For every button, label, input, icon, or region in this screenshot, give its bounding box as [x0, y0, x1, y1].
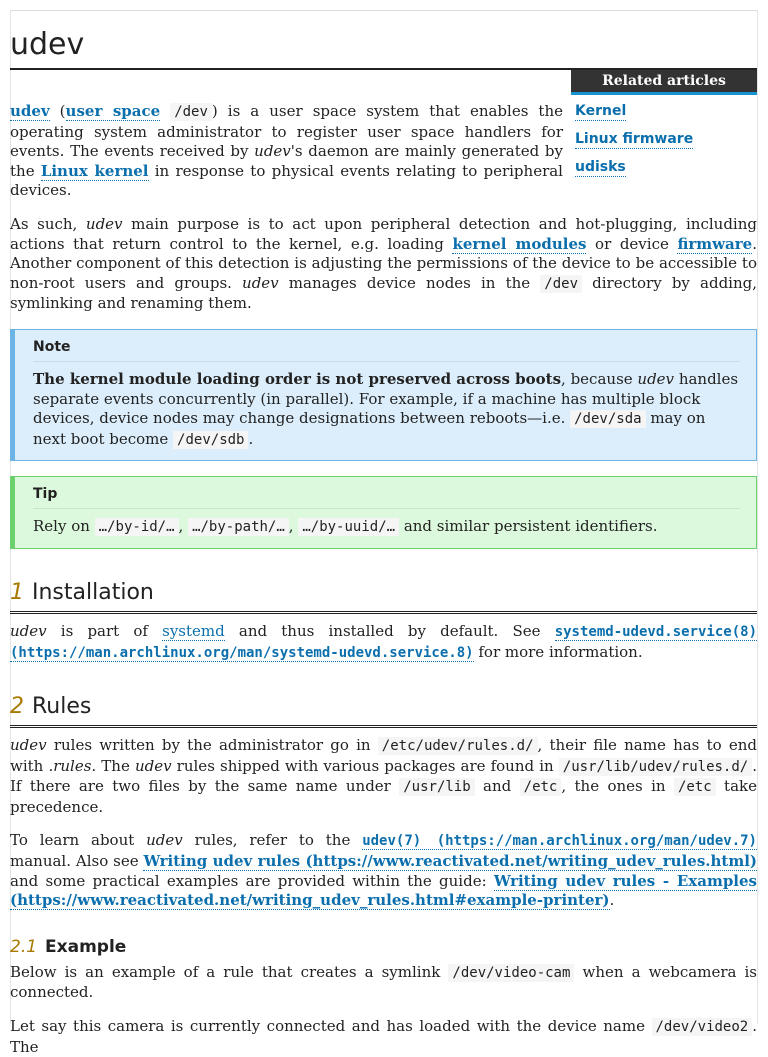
text: Rely on [33, 517, 95, 536]
inline-code: …/by-path/… [188, 518, 289, 536]
inline-code: /dev/sdb [173, 431, 248, 449]
related-link-udisks[interactable]: udisks [575, 159, 626, 175]
systemd-link[interactable]: systemd [162, 621, 225, 640]
related-articles-list [571, 95, 757, 185]
text: in response to physical events relating to peripheral devices. [10, 161, 563, 200]
emphasis: udev [146, 831, 183, 850]
user-space-link[interactable]: user space [65, 102, 161, 120]
text: rules, refer to the [182, 831, 363, 850]
text: or device [586, 234, 678, 253]
inline-code: …/by-id/… [95, 518, 179, 536]
text: . [248, 429, 254, 448]
note-bold-text: The kernel module loading order is not preserved across boots [33, 369, 562, 388]
text: directory by adding, symlinking and renaming them. [10, 273, 757, 313]
intro-paragraph-2 [10, 215, 757, 314]
text: , [288, 517, 299, 536]
text: . Another component of this detection is adjusting the permissions of the device to be accessible to non-root users and groups. [10, 234, 757, 292]
text: rules written by the administrator go in [46, 736, 378, 755]
section-number: 2 [10, 694, 24, 720]
inline-code: /dev/sda [570, 410, 645, 428]
inline-code: /etc/udev/rules.d/ [378, 737, 538, 755]
text: and thus installed by default. See [224, 621, 555, 640]
text: main purpose is to act upon peripheral detection and hot-plugging, including actions that return control to the kernel, e.g. loading [10, 214, 757, 253]
systemd-udevd-man-link[interactable]: systemd-udevd.service(8) (https://man.archlinux.org/man/systemd-udevd.service.8) [10, 623, 757, 661]
text: ) is a user space system that enables the operating system administrator to register user space handlers for events. The events received by [10, 102, 563, 161]
section-heading-rules [10, 691, 757, 728]
text: take precedence. [10, 777, 757, 816]
text: handles separate events concurrently (in parallel). For example, if a machine has multiple block devices, device nodes may change designations between reboots—i.e. [33, 369, 739, 428]
section-title: Installation [32, 579, 154, 605]
inline-code: /usr/lib/udev/rules.d/ [559, 758, 752, 776]
related-link-kernel[interactable]: Kernel [575, 103, 627, 119]
inline-code: /dev/video2 [652, 1018, 753, 1036]
text: when a webcamera is connected. [10, 962, 757, 1002]
inline-code: /dev [170, 103, 212, 121]
emphasis: udev [10, 621, 47, 640]
article-content [10, 24, 757, 1057]
rules-paragraph-1 [10, 736, 757, 817]
right-border [757, 10, 758, 1024]
emphasis: udev [85, 214, 123, 233]
text: 's daemon are mainly generated by the [10, 142, 563, 180]
text: . If there are two files by the same name under [10, 756, 757, 796]
text: manual. Also see [10, 852, 144, 871]
writing-udev-rules-link[interactable]: Writing udev rules (https://www.reactivated.net/writing_udev_rules.html) [143, 852, 757, 871]
emphasis: udev [254, 142, 291, 161]
text: may on next boot become [33, 409, 706, 448]
text: Below is an example of a rule that creates a symlink [10, 962, 449, 981]
tip-box [10, 476, 757, 549]
kernel-modules-link[interactable]: kernel modules [452, 234, 587, 253]
section-title: Example [45, 936, 127, 957]
section-number: 1 [10, 579, 24, 605]
text: , because [561, 369, 638, 388]
text: ( [49, 102, 66, 120]
text: To learn about [10, 831, 147, 850]
inline-code: /etc [674, 778, 716, 796]
text: and [474, 777, 520, 796]
inline-code: /usr/lib [399, 778, 474, 796]
section-heading-example [10, 935, 757, 959]
emphasis: udev [10, 736, 47, 755]
inline-code: /dev [540, 275, 582, 293]
text: . The [91, 756, 135, 775]
emphasis: udev [242, 273, 279, 292]
installation-paragraph [10, 622, 757, 663]
top-border [10, 10, 758, 11]
linux-kernel-link[interactable]: Linux kernel [40, 161, 149, 180]
note-heading: Note [33, 336, 740, 362]
firmware-link[interactable]: firmware [677, 234, 753, 253]
note-text [33, 370, 740, 450]
emphasis: udev [134, 756, 172, 775]
text: Let say this camera is currently connected and has loaded with the device name [10, 1017, 652, 1036]
text: , the ones in [561, 777, 674, 796]
section-heading-installation [10, 577, 757, 614]
related-articles-heading: Related articles [571, 70, 757, 95]
udev-man-link[interactable]: udev(7) (https://man.archlinux.org/man/udev.7) [362, 833, 757, 850]
text: and similar persistent identifiers. [399, 517, 658, 536]
inline-code: /etc [520, 778, 562, 796]
text: manages device nodes in the [278, 273, 541, 292]
example-paragraph-1 [10, 963, 757, 1003]
inline-code: /dev/video-cam [448, 964, 574, 982]
text: As such, [10, 214, 86, 233]
emphasis: udev [637, 369, 675, 388]
text: . The [10, 1017, 757, 1056]
emphasis: .rules [48, 756, 92, 775]
tip-heading: Tip [33, 483, 740, 509]
text: for more information. [473, 642, 643, 661]
text: , [178, 517, 189, 536]
text: . [609, 891, 615, 910]
inline-code: …/by-uuid/… [298, 518, 399, 536]
text: , their file name has to end with [10, 736, 758, 775]
related-articles-box [571, 70, 757, 185]
section-title: Rules [32, 694, 92, 720]
example-paragraph-2 [10, 1017, 757, 1057]
rules-paragraph-2 [10, 831, 757, 910]
note-box [10, 329, 757, 461]
writing-udev-rules-examples-link[interactable]: Writing udev rules - Examples (https://www.reactivated.net/writing_udev_rules.html#example-printer) [10, 871, 757, 910]
udev-link[interactable]: udev [10, 102, 50, 120]
page-title: udev [10, 24, 757, 70]
text: and some practical examples are provided within the guide: [10, 871, 494, 890]
text: rules shipped with various packages are found in [171, 756, 559, 775]
section-number: 2.1 [10, 936, 38, 957]
text: is part of [46, 621, 163, 640]
related-link-linux-firmware[interactable]: Linux firmware [575, 131, 694, 147]
tip-text [33, 517, 740, 538]
